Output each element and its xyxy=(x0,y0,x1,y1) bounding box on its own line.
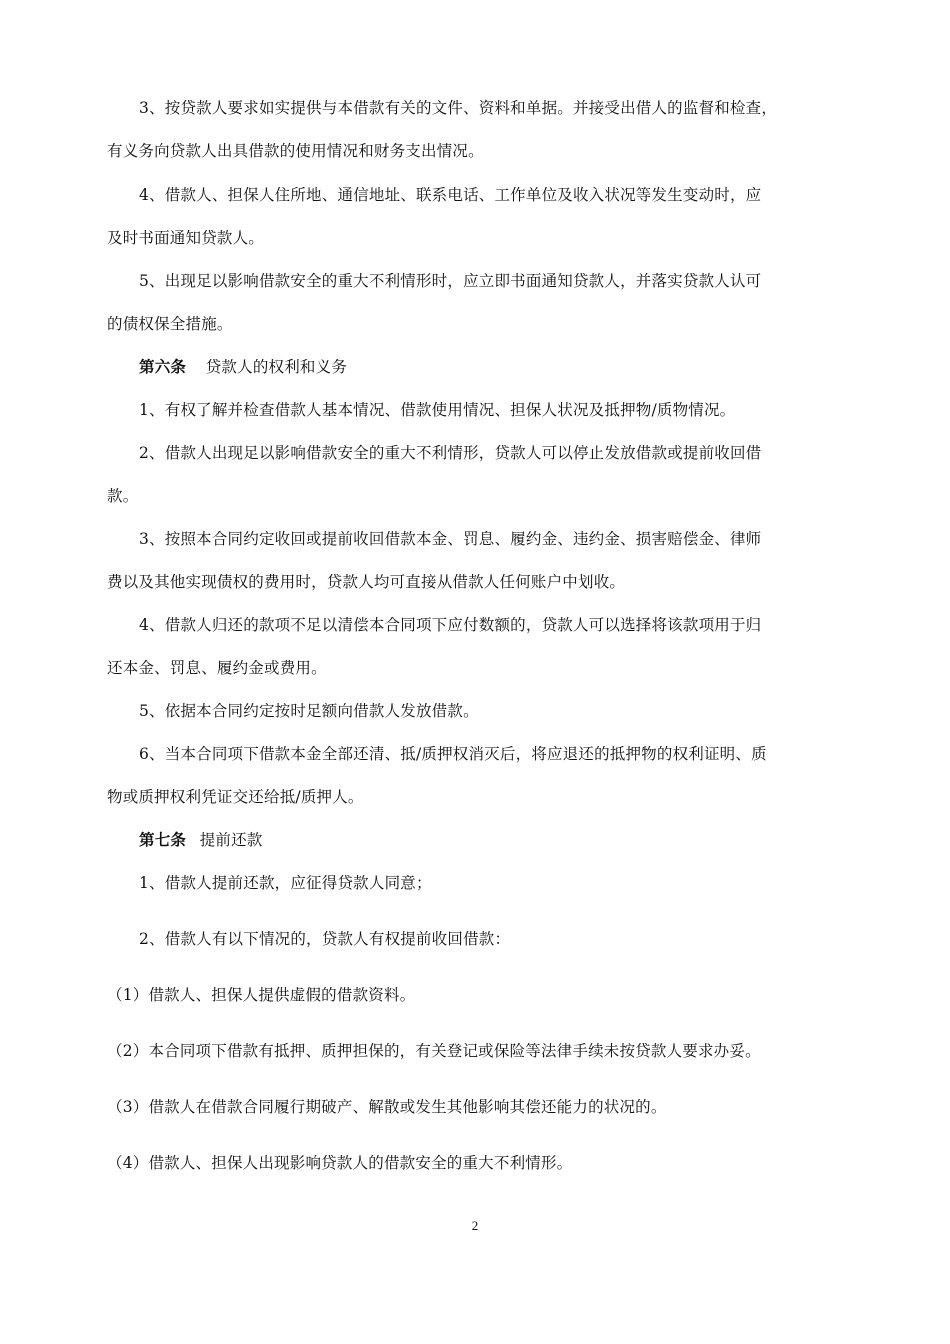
article-7-label: 第七条 xyxy=(139,830,187,849)
list-item: （2）本合同项下借款有抵押、质押担保的，有关登记或保险等法律手续未按贷款人要求办妥。 xyxy=(107,1042,761,1060)
paragraph-line: 款。 xyxy=(107,487,139,505)
paragraph-line: 2、借款人有以下情况的，贷款人有权提前收回借款： xyxy=(139,930,511,948)
paragraph-line: 3、按照本合同约定收回或提前收回借款本金、罚息、履约金、违约金、损害赔偿金、律师 xyxy=(139,530,762,548)
paragraph-line: 费以及其他实现债权的费用时，贷款人均可直接从借款人任何账户中划收。 xyxy=(107,573,626,591)
article-7-heading xyxy=(139,830,263,850)
paragraph-line: 物或质押权利凭证交还给抵/质押人。 xyxy=(107,788,364,806)
paragraph-line: 还本金、罚息、履约金或费用。 xyxy=(107,659,327,677)
paragraph-line: 5、出现足以影响借款安全的重大不利情形时，应立即书面通知贷款人，并落实贷款人认可 xyxy=(139,272,762,290)
page-number: 2 xyxy=(471,1218,479,1233)
paragraph-line: 1、借款人提前还款，应征得贷款人同意； xyxy=(139,874,432,892)
paragraph-line: 5、依据本合同约定按时足额向借款人发放借款。 xyxy=(139,702,479,720)
article-6-label: 第六条 xyxy=(139,357,187,376)
list-item: （4）借款人、担保人出现影响贷款人的借款安全的重大不利情形。 xyxy=(107,1154,573,1172)
paragraph-line: 及时书面通知贷款人。 xyxy=(107,229,265,247)
paragraph-line: 的债权保全措施。 xyxy=(107,315,233,333)
list-item: （3）借款人在借款合同履行期破产、解散或发生其他影响其偿还能力的状况的。 xyxy=(107,1098,667,1116)
paragraph-line: 2、借款人出现足以影响借款安全的重大不利情形，贷款人可以停止发放借款或提前收回借 xyxy=(139,444,762,462)
article-6-heading xyxy=(139,357,347,377)
paragraph-line: 3、按贷款人要求如实提供与本借款有关的文件、资料和单据。并接受出借人的监督和检查， xyxy=(139,99,778,117)
paragraph-line: 1、有权了解并检查借款人基本情况、借款使用情况、担保人状况及抵押物/质物情况。 xyxy=(139,401,736,419)
paragraph-line: 4、借款人归还的款项不足以清偿本合同项下应付数额的，贷款人可以选择将该款项用于归 xyxy=(139,616,762,634)
paragraph-line: 6、当本合同项下借款本金全部还清、抵/质押权消灭后，将应退还的抵押物的权利证明、质 xyxy=(139,745,767,763)
paragraph-line: 4、借款人、担保人住所地、通信地址、联系电话、工作单位及收入状况等发生变动时，应 xyxy=(139,186,762,204)
article-6-title: 贷款人的权利和义务 xyxy=(205,358,348,376)
paragraph-line: 有义务向贷款人出具借款的使用情况和财务支出情况。 xyxy=(107,142,484,160)
article-7-title: 提前还款 xyxy=(199,831,263,849)
list-item: （1）借款人、担保人提供虚假的借款资料。 xyxy=(107,986,416,1004)
